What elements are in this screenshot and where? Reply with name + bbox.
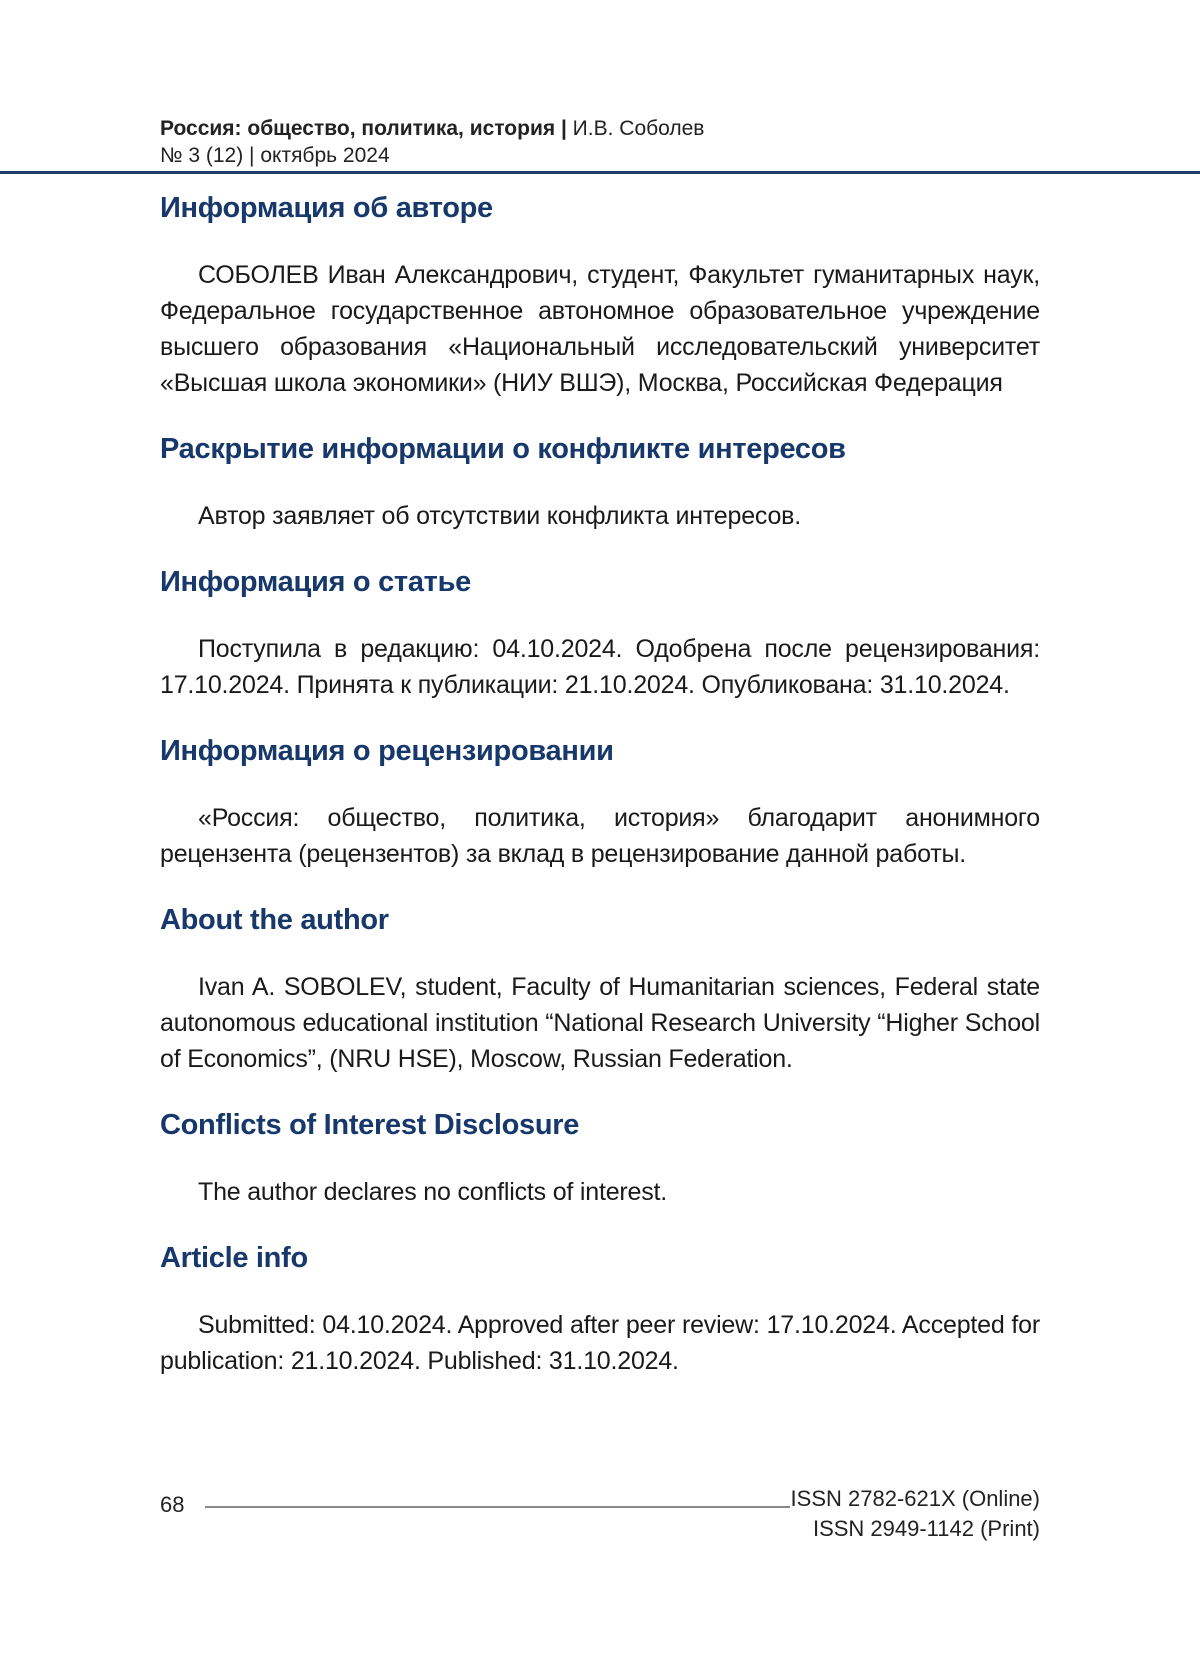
running-header	[160, 115, 704, 169]
footer-divider	[205, 1506, 790, 1508]
section-title-author-info-ru: Информация об авторе	[160, 190, 1040, 226]
section-body-author-info-ru: СОБОЛЕВ Иван Александрович, студент, Факультет гуманитарных наук, Федеральное государственное автономное образовательное учреждение высшего образования «Национальный исследовательский университет «Высшая школа экономики» (НИУ ВШЭ), Москва, Российская Федерация	[160, 257, 1040, 401]
header-divider	[0, 171, 1200, 174]
section-body-article-info-ru: Поступила в редакцию: 04.10.2024. Одобрена после рецензирования: 17.10.2024. Принята к публикации: 21.10.2024. Опубликована: 31.10.2024.	[160, 631, 1040, 703]
header-author: И.В. Соболев	[573, 117, 705, 140]
section-title-conflict-en: Conflicts of Interest Disclosure	[160, 1107, 1040, 1143]
issn-block	[791, 1484, 1040, 1544]
page-number: 68	[160, 1492, 184, 1518]
section-title-author-info-en: About the author	[160, 902, 1040, 938]
issn-online: ISSN 2782-621X (Online)	[791, 1484, 1040, 1514]
section-body-article-info-en: Submitted: 04.10.2024. Approved after peer review: 17.10.2024. Accepted for publication: 21.10.2024. Published: 31.10.2024.	[160, 1307, 1040, 1379]
issn-print: ISSN 2949-1142 (Print)	[791, 1514, 1040, 1544]
section-title-review-ru: Информация о рецензировании	[160, 733, 1040, 769]
header-line-1	[160, 115, 704, 142]
section-body-conflict-en: The author declares no conflicts of interest.	[160, 1174, 1040, 1210]
section-body-review-ru: «Россия: общество, политика, история» благодарит анонимного рецензента (рецензентов) за вклад в рецензирование данной работы.	[160, 800, 1040, 872]
section-body-author-info-en: Ivan A. SOBOLEV, student, Faculty of Humanitarian sciences, Federal state autonomous educational institution “National Research University “Higher School of Economics”, (NRU HSE), Moscow, Russian Federation.	[160, 969, 1040, 1077]
section-title-article-info-ru: Информация о статье	[160, 564, 1040, 600]
section-body-conflict-ru: Автор заявляет об отсутствии конфликта интересов.	[160, 498, 1040, 534]
section-title-conflict-ru: Раскрытие информации о конфликте интересов	[160, 431, 1040, 467]
issue-info: № 3 (12) | октябрь 2024	[160, 142, 704, 169]
journal-title: Россия: общество, политика, история |	[160, 117, 567, 140]
article-meta	[160, 190, 1040, 1379]
section-title-article-info-en: Article info	[160, 1240, 1040, 1276]
